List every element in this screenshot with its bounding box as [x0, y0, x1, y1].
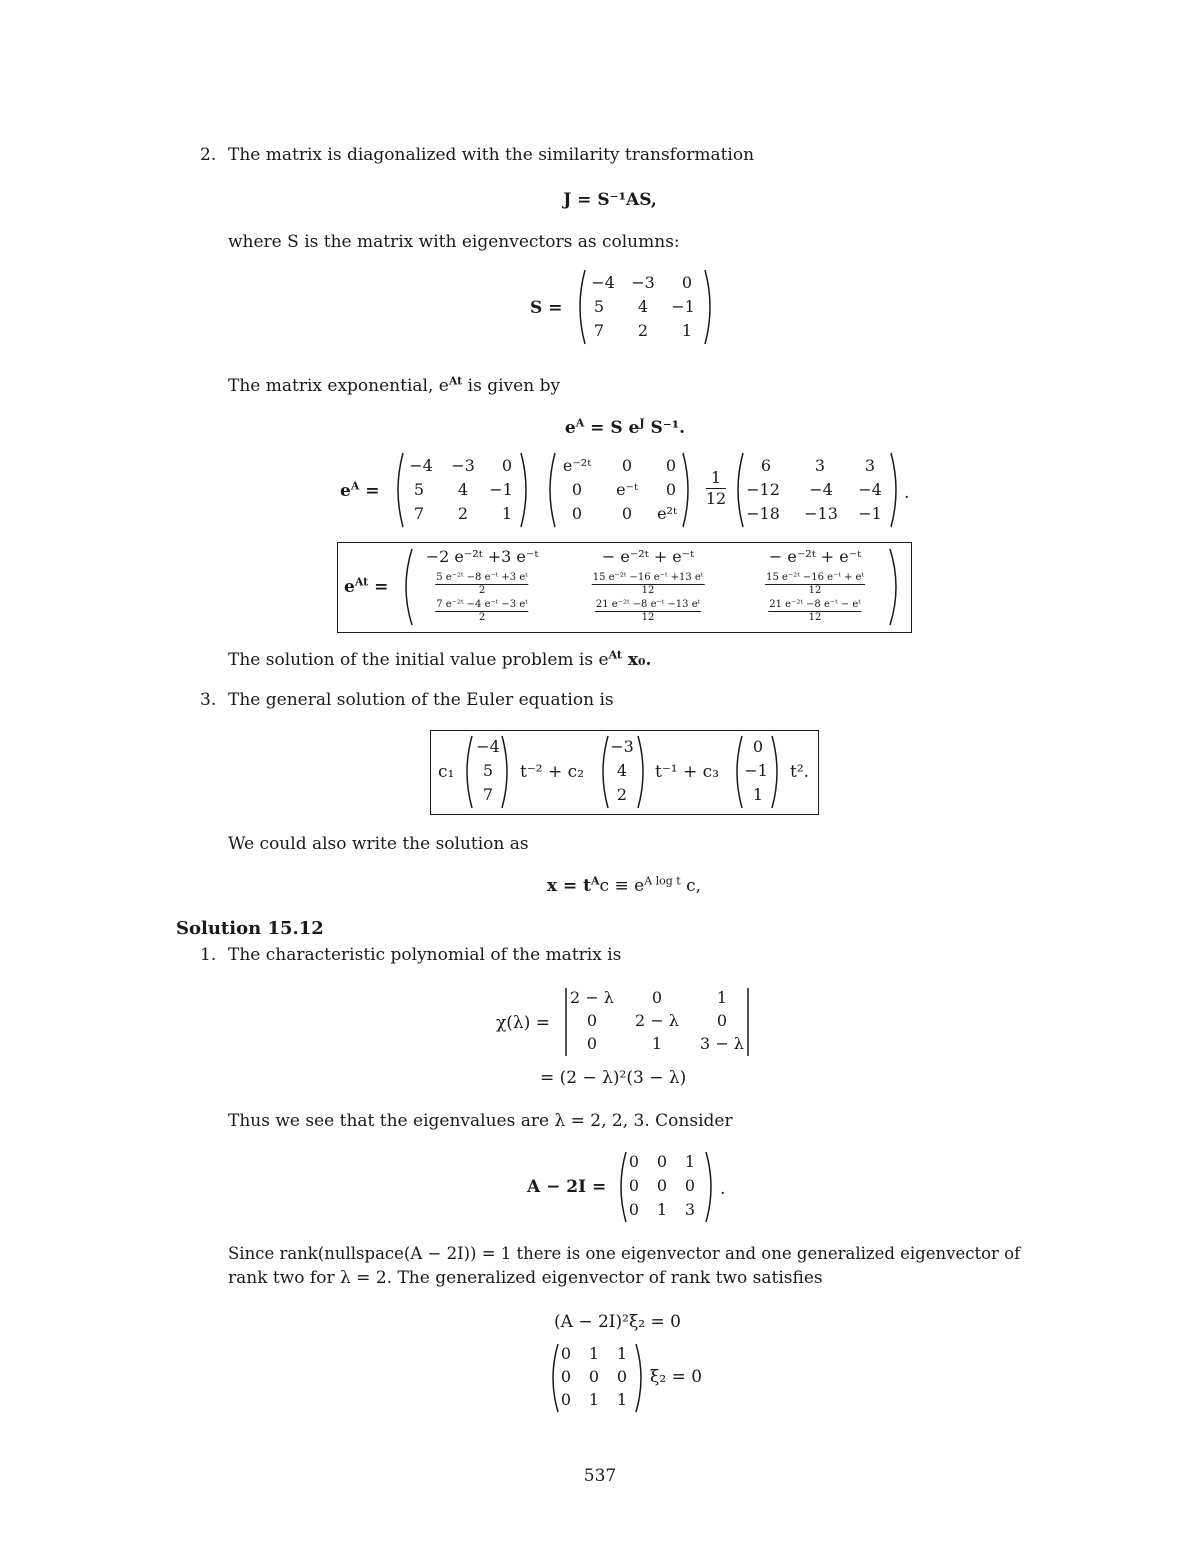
paragraph: The characteristic polynomial of the matrix is: [228, 945, 622, 965]
matrix-A-minus-2I-squared: [548, 1342, 648, 1414]
equation-label: χ(λ) =: [496, 1013, 550, 1033]
matrix-cell: 6: [760, 456, 772, 475]
matrix-cell: −1: [858, 504, 882, 523]
matrix-cell: 0: [651, 988, 663, 1007]
matrix-cell: 0: [588, 1367, 600, 1386]
equation: = (2 − λ)²(3 − λ): [540, 1068, 687, 1088]
matrix-cell: 1: [616, 1344, 628, 1363]
punctuation: .: [904, 483, 910, 503]
matrix-cell: 0: [716, 1011, 728, 1030]
matrix-cell: −18: [746, 504, 780, 523]
right-paren: [681, 451, 693, 529]
matrix-cell: 1: [588, 1390, 600, 1409]
punctuation: .: [720, 1179, 726, 1199]
matrix-A-minus-2I: [616, 1150, 716, 1224]
matrix-cell: 2: [457, 504, 469, 523]
matrix-cell: 3: [864, 456, 876, 475]
matrix-cell: − e⁻²ᵗ + e⁻ᵗ: [601, 547, 695, 566]
left-paren: [733, 451, 745, 529]
matrix-cell: 1: [681, 321, 693, 340]
matrix-cell: 3: [814, 456, 826, 475]
left-paren: [548, 1342, 560, 1414]
matrix-cell: 7: [593, 321, 605, 340]
matrix-cell: − e⁻²ᵗ + e⁻ᵗ: [768, 547, 862, 566]
matrix-cell: 4: [637, 297, 649, 316]
fraction: $\frac{\text{21 e⁻²ᵗ −8 e⁻ᵗ −13 eᵗ}}{12}$: [595, 599, 701, 623]
vector-cell: 5: [482, 761, 494, 780]
matrix-cell: 1: [716, 988, 728, 1007]
matrix-cell: 0: [665, 456, 677, 475]
vector-cell: −4: [476, 737, 500, 756]
matrix-cell: 0: [628, 1200, 640, 1219]
left-bar: [564, 986, 568, 1058]
term: t⁻¹ + c₃: [655, 762, 720, 782]
matrix-cell: −1: [671, 297, 695, 316]
determinant: [562, 986, 754, 1058]
matrix-cell: 2 − λ: [635, 1011, 679, 1030]
left-paren: [598, 734, 610, 810]
paragraph: The matrix is diagonalized with the similarity transformation: [228, 145, 755, 165]
matrix-cell: −2 e⁻²ᵗ +3 e⁻ᵗ: [425, 547, 539, 566]
equation: ξ₂ = 0: [650, 1367, 703, 1387]
term: t⁻² + c₂: [520, 762, 585, 782]
vector-cell: 7: [482, 785, 494, 804]
matrix-cell: 0: [628, 1152, 640, 1171]
vector-2: [598, 734, 648, 810]
vector-cell: −1: [744, 761, 768, 780]
matrix-label: S =: [530, 298, 563, 318]
left-paren: [732, 734, 744, 810]
matrix-S: [575, 268, 715, 346]
matrix-cell: 0: [628, 1176, 640, 1195]
left-paren: [462, 734, 474, 810]
right-paren: [500, 734, 512, 810]
fraction: $\frac{\text{15 e⁻²ᵗ −16 e⁻ᵗ +13 eᵗ}}{12}$: [592, 572, 704, 596]
coefficient: c₁: [438, 762, 455, 782]
vector-cell: 4: [616, 761, 628, 780]
matrix-cell: 0: [501, 456, 513, 475]
matrix-cell: 2 − λ: [570, 988, 614, 1007]
fraction: $\frac{\text{15 e⁻²ᵗ −16 e⁻ᵗ + eᵗ}}{12}$: [766, 572, 864, 596]
right-paren: [634, 1342, 646, 1414]
matrix-cell: 0: [656, 1176, 668, 1195]
matrix-cell: 0: [560, 1390, 572, 1409]
vector-cell: 0: [752, 737, 764, 756]
left-paren: [393, 451, 405, 529]
right-paren: [888, 547, 902, 627]
vector-1: [462, 734, 512, 810]
paragraph: The matrix exponential, $e^{At}$ is given by: [228, 374, 561, 396]
matrix-S-copy: [393, 451, 533, 529]
matrix-cell: 0: [571, 504, 583, 523]
fraction: $\frac{\text{5 e⁻²ᵗ −8 e⁻ᵗ +3 eᵗ}}{2}$: [436, 572, 528, 596]
matrix-cell: −3: [631, 273, 655, 292]
matrix-cell: −13: [804, 504, 838, 523]
matrix-cell: 0: [586, 1034, 598, 1053]
item-number: 3.: [200, 690, 217, 710]
matrix-cell: −3: [451, 456, 475, 475]
item-number: 1.: [200, 945, 217, 965]
matrix-cell: 7: [413, 504, 425, 523]
matrix-cell: 1: [656, 1200, 668, 1219]
right-paren: [770, 734, 782, 810]
scalar-fraction: 1 12: [705, 468, 727, 508]
matrix-cell: −4: [591, 273, 615, 292]
term: t².: [790, 762, 810, 782]
right-paren: [636, 734, 648, 810]
vector-3: [732, 734, 782, 810]
matrix-cell: 0: [560, 1367, 572, 1386]
vector-cell: −3: [610, 737, 634, 756]
equation: J = S⁻¹AS,: [563, 190, 657, 210]
equation: $e^A = S$ $e^J$ S⁻¹.: [564, 416, 686, 438]
left-paren: [545, 451, 557, 529]
matrix-cell: 0: [586, 1011, 598, 1030]
matrix-cell: 1: [616, 1390, 628, 1409]
matrix-cell: 3: [684, 1200, 696, 1219]
matrix-cell: 0: [571, 480, 583, 499]
matrix-cell: 1: [501, 504, 513, 523]
right-paren: [889, 451, 901, 529]
matrix-label: $e^A$ =: [340, 479, 380, 501]
matrix-cell: −4: [858, 480, 882, 499]
paragraph: The general solution of the Euler equation is: [228, 690, 614, 710]
matrix-cell: e²ᵗ: [657, 504, 677, 523]
matrix-cell: 0: [621, 456, 633, 475]
left-paren: [400, 547, 414, 627]
matrix-cell: 5: [593, 297, 605, 316]
matrix-cell: 0: [681, 273, 693, 292]
matrix-cell: 0: [621, 504, 633, 523]
matrix-cell: 0: [665, 480, 677, 499]
matrix-cell: 1: [588, 1344, 600, 1363]
page-number: 537: [583, 1466, 617, 1486]
paragraph: We could also write the solution as: [228, 834, 529, 854]
item-number: 2.: [200, 145, 217, 165]
matrix-label: $e^{At}$ =: [344, 575, 389, 597]
matrix-cell: 5: [413, 480, 425, 499]
right-paren: [519, 451, 531, 529]
fraction: $\frac{\text{7 e⁻²ᵗ −4 e⁻ᵗ −3 eᵗ}}{2}$: [436, 599, 528, 623]
matrix-cell: −12: [746, 480, 780, 499]
matrix-cell: e⁻ᵗ: [616, 480, 638, 499]
paragraph: where S is the matrix with eigenvectors as columns:: [228, 232, 680, 252]
matrix-cell: 0: [684, 1176, 696, 1195]
matrix-cell: 2: [637, 321, 649, 340]
paragraph: rank two for λ = 2. The generalized eigenvector of rank two satisfies: [228, 1268, 823, 1288]
matrix-S-inverse: [733, 451, 903, 529]
paragraph: Thus we see that the eigenvalues are λ = 2, 2, 3. Consider: [228, 1111, 733, 1131]
matrix-cell: 1: [684, 1152, 696, 1171]
vector-cell: 1: [752, 785, 764, 804]
matrix-cell: e⁻²ᵗ: [562, 456, 592, 475]
section-heading: Solution 15.12: [176, 918, 324, 939]
matrix-cell: −4: [409, 456, 433, 475]
matrix-cell: 0: [560, 1344, 572, 1363]
paragraph: Since rank(nullspace(A − 2I)) = 1 there is one eigenvector and one generalized eigenvector of: [228, 1244, 1021, 1263]
left-paren: [575, 268, 587, 346]
matrix-cell: −4: [809, 480, 833, 499]
right-paren: [703, 268, 715, 346]
matrix-cell: 4: [457, 480, 469, 499]
matrix-cell: 3 − λ: [700, 1034, 744, 1053]
matrix-diag: [545, 451, 695, 529]
vector-cell: 2: [616, 785, 628, 804]
equation: $x = t^Ac \equiv e^{A log t}$ c,: [546, 874, 702, 896]
paragraph: The solution of the initial value problem is $e^{At}$ x₀.: [228, 648, 652, 670]
right-bar: [746, 986, 750, 1058]
matrix-cell: −1: [489, 480, 513, 499]
left-paren: [616, 1150, 628, 1224]
equation: (A − 2I)²ξ₂ = 0: [554, 1312, 681, 1332]
matrix-cell: 0: [656, 1152, 668, 1171]
matrix-eAt: [400, 547, 905, 627]
matrix-cell: 1: [651, 1034, 663, 1053]
right-paren: [704, 1150, 716, 1224]
matrix-cell: 0: [616, 1367, 628, 1386]
fraction: $\frac{\text{21 e⁻²ᵗ −8 e⁻ᵗ − eᵗ}}{12}$: [769, 599, 861, 623]
matrix-label: A − 2I =: [527, 1177, 607, 1197]
